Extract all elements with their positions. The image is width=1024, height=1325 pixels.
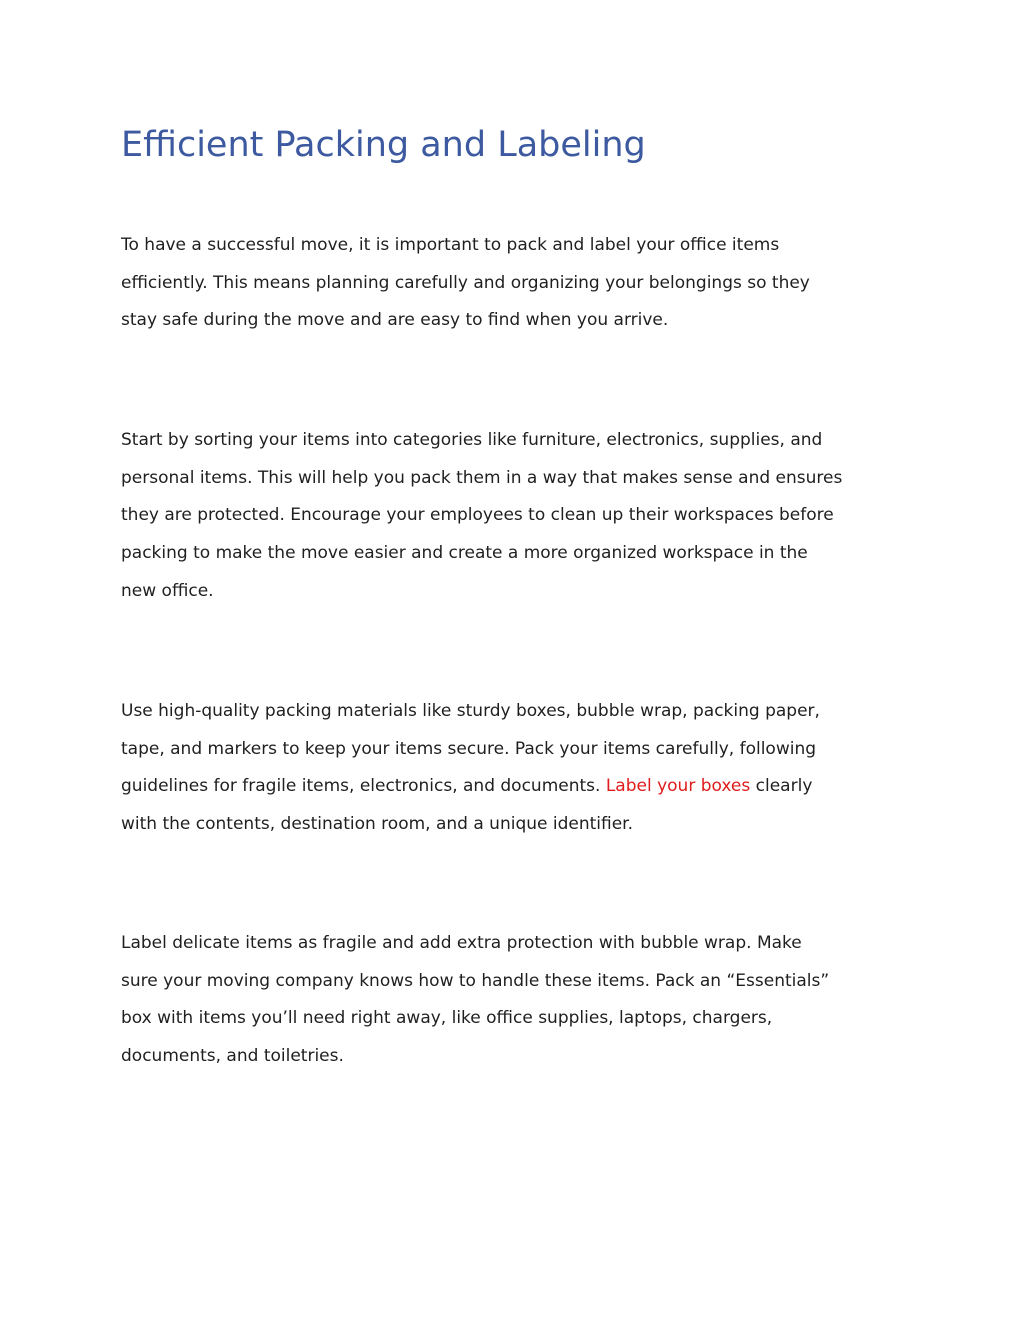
- paragraph-line: efficiently. This means planning carefully and organizing your belongings so they: [121, 272, 810, 293]
- paragraph-line: documents, and toiletries.: [121, 1046, 344, 1067]
- paragraph-materials: [121, 693, 906, 844]
- paragraph-line-with-link: [121, 768, 906, 806]
- paragraph-line: tape, and markers to keep your items secure. Pack your items carefully, following: [121, 738, 817, 759]
- paragraph-fragile: [121, 925, 906, 1076]
- text-after-link: clearly: [750, 776, 813, 797]
- page-title: Efficient Packing and Labeling: [121, 125, 646, 165]
- paragraph-line: To have a successful move, it is important to pack and label your office items: [121, 235, 780, 255]
- text-before-link: guidelines for fragile items, electronics, and documents.: [121, 776, 606, 797]
- label-your-boxes-link[interactable]: Label your boxes: [605, 776, 751, 797]
- paragraph-line: Start by sorting your items into categories like furniture, electronics, supplies, and: [121, 430, 823, 450]
- paragraph-line: Label delicate items as fragile and add extra protection with bubble wrap. Make: [121, 933, 802, 953]
- paragraph-line: with the contents, destination room, and a unique identifier.: [121, 814, 634, 835]
- paragraph-line: they are protected. Encourage your employees to clean up their workspaces before: [121, 505, 834, 526]
- paragraph-sorting: [121, 422, 906, 611]
- paragraph-line: personal items. This will help you pack them in a way that makes sense and ensures: [121, 467, 843, 488]
- paragraph-intro: [121, 227, 906, 340]
- paragraph-line: sure your moving company knows how to handle these items. Pack an “Essentials”: [121, 970, 830, 991]
- paragraph-line: new office.: [121, 580, 214, 601]
- paragraph-line: stay safe during the move and are easy to find when you arrive.: [121, 310, 669, 331]
- paragraph-line: box with items you’ll need right away, like office supplies, laptops, chargers,: [121, 1008, 773, 1029]
- paragraph-line: Use high-quality packing materials like sturdy boxes, bubble wrap, packing paper,: [121, 701, 820, 721]
- paragraph-line: packing to make the move easier and create a more organized workspace in the: [121, 543, 808, 564]
